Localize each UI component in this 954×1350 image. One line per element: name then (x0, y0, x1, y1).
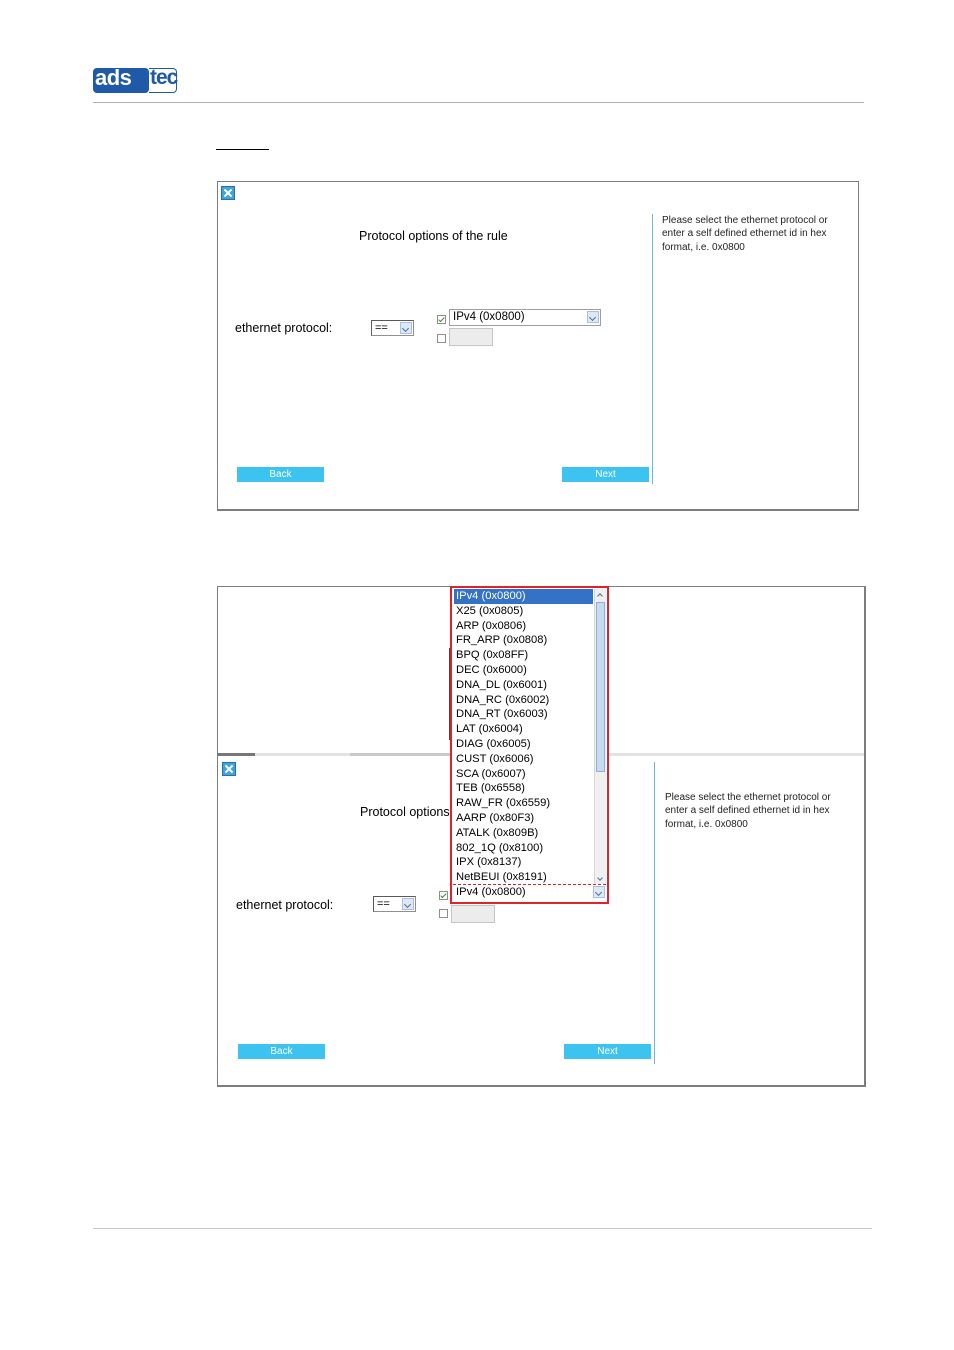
dropdown-option[interactable]: FR_ARP (0x0808) (456, 634, 548, 647)
dropdown-option[interactable]: IPX (0x8137) (456, 856, 522, 869)
back-button[interactable]: Back (237, 467, 324, 482)
chevron-down-icon (400, 322, 412, 334)
scroll-up-icon[interactable] (595, 589, 606, 601)
ethernet-protocol-label: ethernet protocol: (235, 321, 333, 335)
chevron-down-icon (593, 886, 605, 898)
dropdown-option[interactable]: LAT (0x6004) (456, 723, 523, 736)
help-divider (654, 762, 655, 1064)
dropdown-option[interactable]: SCA (0x6007) (456, 767, 526, 780)
dropdown-option[interactable]: X25 (0x0805) (456, 604, 524, 617)
custom-id-input[interactable] (451, 905, 495, 923)
logo-text-tec: tec (150, 66, 178, 89)
custom-id-input[interactable] (449, 328, 493, 346)
dropdown-scrollbar[interactable] (594, 589, 606, 885)
background-tab (350, 753, 450, 756)
protocol-options-dialog-1 (217, 181, 859, 511)
custom-id-checkbox[interactable] (437, 334, 446, 343)
dropdown-option[interactable]: DEC (0x6000) (456, 663, 527, 676)
operator-select[interactable] (373, 896, 416, 912)
protocol-options-list[interactable] (454, 589, 593, 885)
operator-select-value: == (377, 898, 390, 910)
protocol-dropdown-list[interactable] (450, 586, 609, 904)
dropdown-option[interactable]: DIAG (0x6005) (456, 737, 531, 750)
dropdown-option[interactable]: CUST (0x6006) (456, 752, 534, 765)
operator-select[interactable] (371, 320, 414, 336)
scrollbar-thumb[interactable] (596, 602, 605, 772)
chevron-down-icon (402, 898, 414, 910)
protocol-select-value: IPv4 (0x0800) (456, 886, 526, 898)
ethernet-protocol-label: ethernet protocol: (236, 898, 334, 912)
back-button[interactable]: Back (238, 1044, 325, 1059)
dialog-title: Protocol options (360, 805, 450, 819)
dropdown-option[interactable]: ARP (0x0806) (456, 619, 527, 632)
protocol-select[interactable] (453, 884, 606, 901)
dropdown-option[interactable]: NetBEUI (0x8191) (456, 871, 547, 884)
dropdown-option[interactable]: IPv4 (0x0800) (454, 589, 593, 604)
custom-id-checkbox[interactable] (439, 909, 448, 918)
help-divider (652, 214, 653, 484)
dropdown-option[interactable]: DNA_DL (0x6001) (456, 678, 547, 691)
help-text: Please select the ethernet protocol or enter a self defined ethernet id in hex format, i.e. 0x0800 (662, 215, 828, 253)
operator-select-value: == (375, 322, 388, 334)
footer-divider (93, 1228, 872, 1229)
dropdown-option[interactable]: RAW_FR (0x6559) (456, 797, 551, 810)
dialog-title: Protocol options of the rule (359, 229, 508, 243)
dropdown-option[interactable]: 802_1Q (0x8100) (456, 841, 544, 854)
protocol-list-checkbox[interactable] (437, 315, 446, 324)
dropdown-option[interactable]: TEB (0x6558) (456, 782, 526, 795)
dropdown-option[interactable]: BPQ (0x08FF) (456, 649, 529, 662)
close-icon[interactable] (221, 186, 235, 200)
protocol-select-value: IPv4 (0x0800) (453, 311, 525, 323)
protocol-select[interactable] (449, 309, 601, 326)
dropdown-option[interactable]: DNA_RT (0x6003) (456, 708, 548, 721)
logo-text-ads: ads (95, 65, 132, 90)
ads-tec-logo (93, 65, 178, 93)
background-tab-active (218, 753, 255, 756)
dropdown-option[interactable]: DNA_RC (0x6002) (456, 693, 550, 706)
help-text: Please select the ethernet protocol or enter a self defined ethernet id in hex format, i.e. 0x0800 (665, 792, 831, 830)
close-icon[interactable] (222, 762, 236, 776)
dropdown-option[interactable]: AARP (0x80F3) (456, 811, 535, 824)
protocol-list-checkbox[interactable] (439, 891, 448, 900)
header-divider (93, 102, 864, 103)
underline-mark (216, 149, 269, 150)
dropdown-option[interactable]: ATALK (0x809B) (456, 826, 539, 839)
next-button[interactable]: Next (564, 1044, 651, 1059)
next-button[interactable]: Next (562, 467, 649, 482)
chevron-down-icon (587, 311, 599, 323)
